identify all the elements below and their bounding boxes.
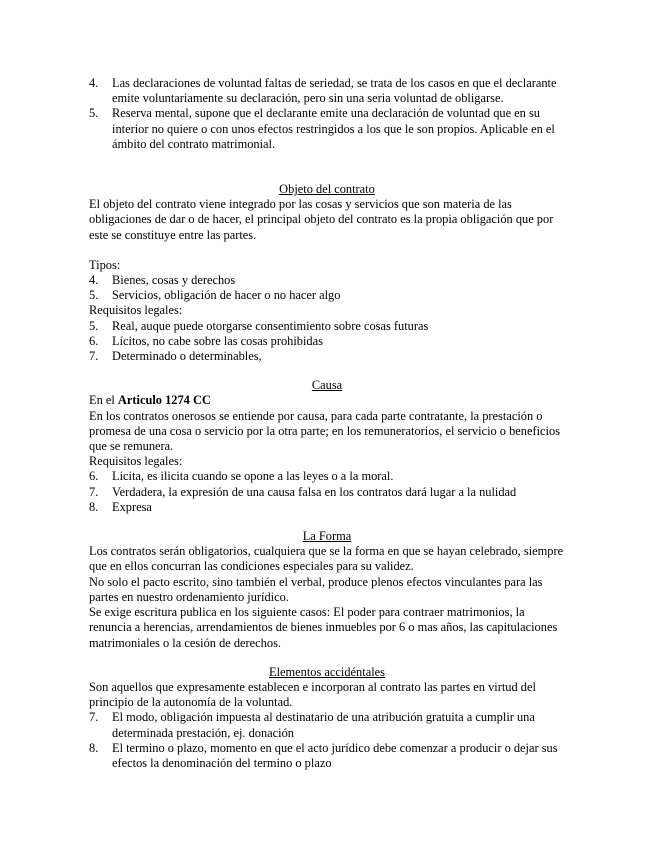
list-item: 6. Lícitos, no cabe sobre las cosas prohibidas xyxy=(89,333,323,348)
requisitos-label: Requisitos legales: xyxy=(89,454,183,469)
articulo-line: En el Articulo 1274 CC xyxy=(89,393,211,408)
elementos-intro: Son aquellos que expresamente establecen e incorporan al contrato las partes en virtud del principio de la autonomía de la voluntad. xyxy=(89,679,536,710)
objeto-requisitos-list xyxy=(89,319,565,365)
top-list xyxy=(89,76,565,152)
list-item: 5. Servicios, obligación de hacer o no hacer algo xyxy=(89,288,341,303)
document-page xyxy=(89,76,565,771)
articulo-reference: Articulo 1274 CC xyxy=(117,393,211,408)
section-heading-forma: La Forma xyxy=(302,529,352,544)
list-item: 5. Real, auque puede otorgarse consentimiento sobre cosas futuras xyxy=(89,318,429,333)
list-item: 6. Licita, es ilicita cuando se opone a las leyes o a la moral. xyxy=(89,469,394,484)
causa-intro: En los contratos onerosos se entiende por causa, para cada parte contratante, la prestación o promesa de una cosa o servicio por la otra parte; en los remuneratorios, el servicio o beneficios que se remunera. xyxy=(89,408,561,454)
list-item: 7. Determinado o determinables, xyxy=(89,349,262,364)
list-item: 4. Las declaraciones de voluntad faltas de seriedad, se trata de los casos en que el declarante emite voluntariamente su declaración, pero sin una seria voluntad de obligarse. xyxy=(89,76,557,106)
list-item: 5. Reserva mental, supone que el declarante emite una declaración de voluntad que en su interior no quiere o con unos efectos restringidos a los que le son propios. Aplicable en el ámbito del contrato matrimonial. xyxy=(89,106,555,151)
forma-paragraph-2: No solo el pacto escrito, sino también el verbal, produce plenos efectos vinculantes para las partes en nuestro ordenamiento jurídico. xyxy=(89,574,543,604)
forma-paragraph-3: Se exige escritura publica en los siguiente casos: El poder para contraer matrimonios, la renuncia a herencias, arrendamientos de bienes inmuebles por 6 o mas años, las capitulaciones matrimoniales o la cesión de derechos. xyxy=(89,605,558,650)
list-item: 7. Verdadera, la expresión de una causa falsa en los contratos dará lugar a la nulidad xyxy=(89,484,517,499)
list-item: 7. El modo, obligación impuesta al destinatario de una atribución gratuita a cumplir una determinada prestación, ej. donación xyxy=(89,710,535,740)
tipos-list xyxy=(89,273,565,303)
elementos-list xyxy=(89,710,565,771)
list-item-text: Las declaraciones de voluntad faltas de seriedad, se trata de los casos en que el declarante emite voluntariamente su declaración, pero sin una seria voluntad de obligarse. xyxy=(112,76,557,106)
list-item: 8. El termino o plazo, momento en que el acto jurídico debe comenzar a producir o dejar sus efectos la denominación del termino o plazo xyxy=(89,740,558,770)
forma-paragraph-1: Los contratos serán obligatorios, cualquiera que se la forma en que se hayan celebrado, siempre que en ellos concurran las condiciones especiales para su validez. xyxy=(89,544,564,574)
list-item: 4. Bienes, cosas y derechos xyxy=(89,273,236,288)
causa-requisitos-list xyxy=(89,469,565,515)
section-heading-causa: Causa xyxy=(311,378,343,393)
section-heading-objeto: Objeto del contrato xyxy=(279,182,375,197)
tipos-label: Tipos: xyxy=(89,257,121,272)
objeto-intro: El objeto del contrato viene integrado por las cosas y servicios que son materia de las obligaciones de dar o de hacer, el principal objeto del contrato es la propia obligación que por este se constituye entre las partes. xyxy=(89,197,554,242)
requisitos-label: Requisitos legales: xyxy=(89,303,183,318)
list-item: 8. Expresa xyxy=(89,499,152,514)
section-heading-elementos: Elementos accidéntales xyxy=(269,664,385,679)
list-item-text: Reserva mental, supone que el declarante emite una declaración de voluntad que en su interior no quiere o con unos efectos restringidos a los que le son propios. Aplicable en el ámbito del contrato matrimonial. xyxy=(112,106,555,151)
